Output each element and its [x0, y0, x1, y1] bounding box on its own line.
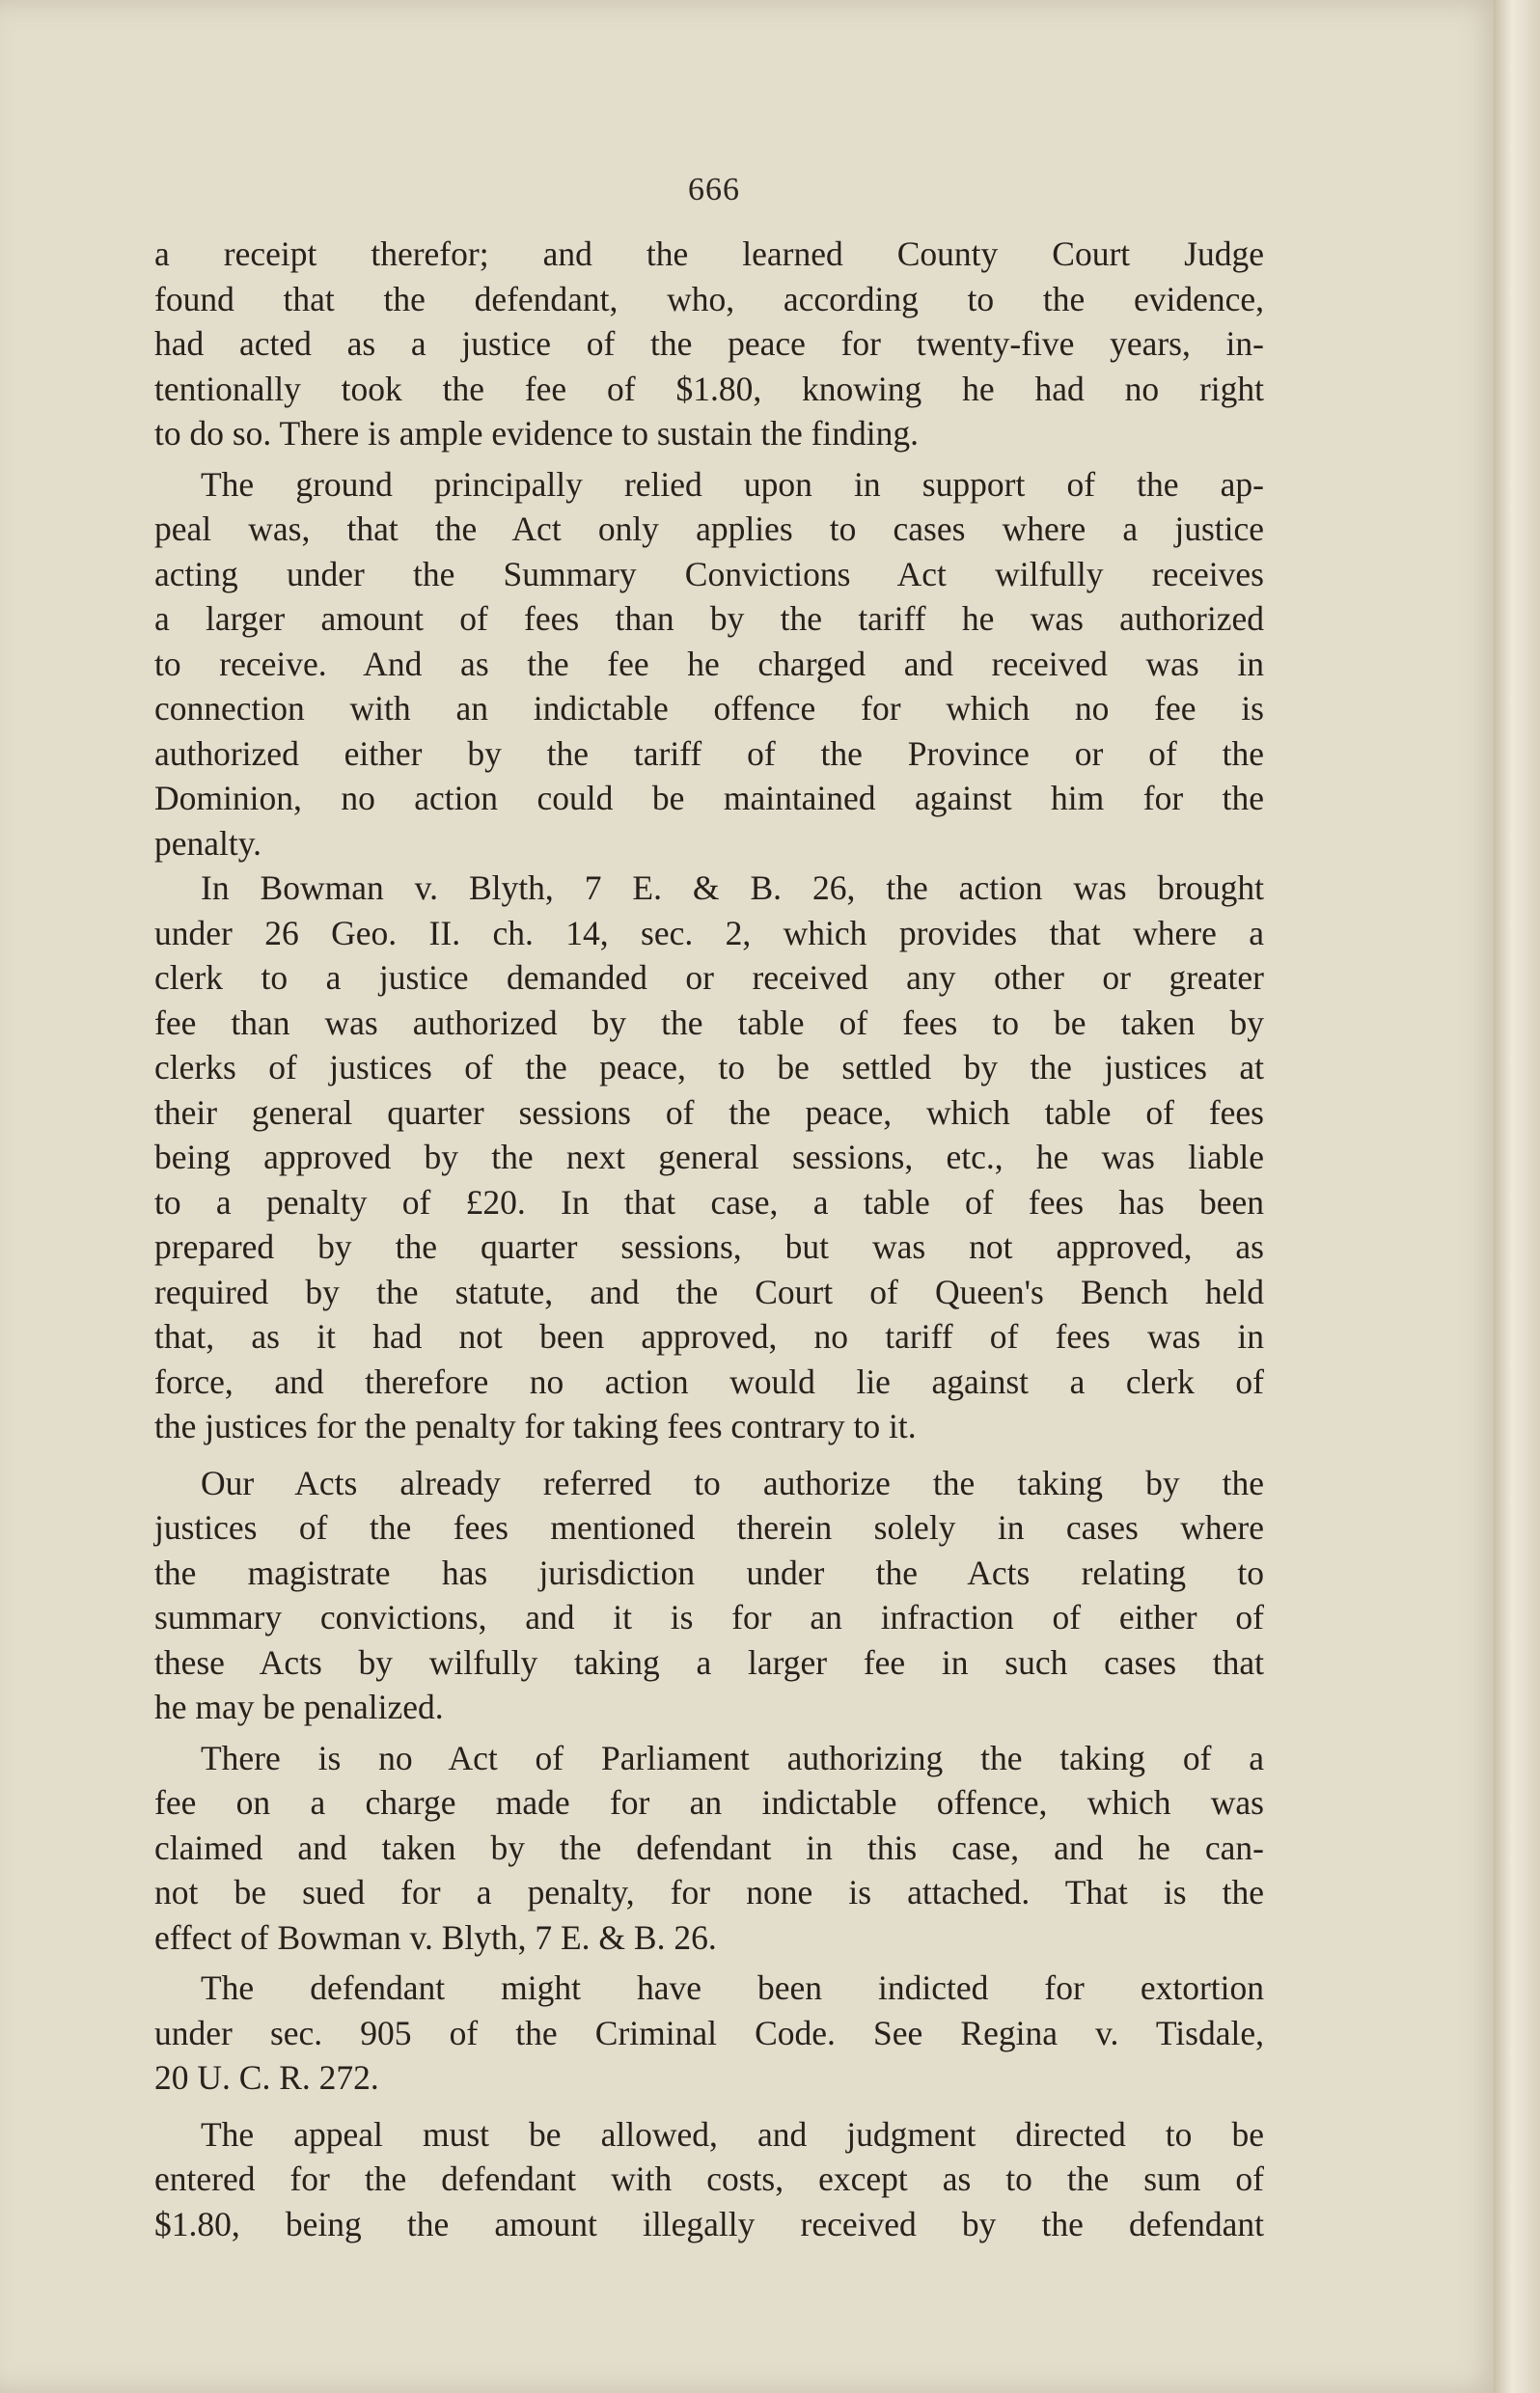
text-line: $1.80, being the amount illegally received by the defendant — [154, 2204, 1264, 2243]
paragraph-6 — [154, 1966, 1264, 2101]
text-line: The defendant might have been indicted for extortion — [201, 1968, 1264, 2007]
text-line: fee than was authorized by the table of fees to be taken by — [154, 1003, 1264, 1042]
text-line: There is no Act of Parliament authorizing the taking of a — [201, 1738, 1264, 1777]
text-line: prepared by the quarter sessions, but was not approved, as — [154, 1227, 1264, 1266]
text-line: being approved by the next general sessions, etc., he was liable — [154, 1138, 1264, 1176]
text-line: force, and therefore no action would lie against a clerk of — [154, 1362, 1264, 1401]
text-line: Dominion, no action could be maintained against him for the — [154, 779, 1264, 817]
text-line: peal was, that the Act only applies to cases where a justice — [154, 509, 1264, 548]
text-line: clerk to a justice demanded or received any other or greater — [154, 958, 1264, 997]
paragraph-2 — [154, 462, 1264, 866]
text-line: clerks of justices of the peace, to be settled by the justices at — [154, 1048, 1264, 1086]
text-line: entered for the defendant with costs, except as to the sum of — [154, 2159, 1264, 2198]
page-number: 666 — [688, 172, 740, 207]
text-line: these Acts by wilfully taking a larger fee in such cases that — [154, 1642, 1264, 1682]
text-line: 20 U. C. R. 272. — [154, 2058, 379, 2097]
text-line: Our Acts already referred to authorize the taking by the — [201, 1463, 1264, 1502]
text-line: justices of the fees mentioned therein solely in cases where — [154, 1508, 1264, 1547]
text-line: effect of Bowman v. Blyth, 7 E. & B. 26. — [154, 1917, 717, 1957]
paragraph-3 — [154, 866, 1264, 1449]
text-line: not be sued for a penalty, for none is attached. That is the — [154, 1873, 1264, 1912]
text-line: under sec. 905 of the Criminal Code. See Regina v. Tisdale, — [154, 2013, 1264, 2052]
text-line: summary convictions, and it is for an infraction of either of — [154, 1598, 1264, 1637]
text-line: acting under the Summary Convictions Act wilfully receives — [154, 554, 1264, 593]
text-line: a receipt therefor; and the learned County Court Judge — [154, 234, 1264, 273]
text-line: found that the defendant, who, according to the evidence, — [154, 279, 1264, 318]
paragraph-7 — [154, 2112, 1264, 2247]
text-line: connection with an indictable offence for which no fee is — [154, 689, 1264, 728]
text-line: claimed and taken by the defendant in this case, and he can- — [154, 1828, 1264, 1867]
text-line: to receive. And as the fee he charged and received was in — [154, 644, 1264, 683]
text-line: penalty. — [154, 823, 262, 863]
text-line: authorized either by the tariff of the Province or of the — [154, 733, 1264, 773]
paragraph-5 — [154, 1736, 1264, 1961]
text-line: to a penalty of £20. In that case, a table of fees has been — [154, 1182, 1264, 1222]
text-line: he may be penalized. — [154, 1688, 444, 1726]
text-line: The appeal must be allowed, and judgment directed to be — [201, 2114, 1264, 2154]
text-line: In Bowman v. Blyth, 7 E. & B. 26, the action was brought — [201, 868, 1264, 907]
text-line: a larger amount of fees than by the tariff he was authorized — [154, 599, 1264, 638]
text-line: required by the statute, and the Court of Queen's Bench held — [154, 1272, 1264, 1311]
text-line: under 26 Geo. II. ch. 14, sec. 2, which provides that where a — [154, 913, 1264, 952]
page-gutter — [1494, 0, 1540, 2393]
paragraph-4 — [154, 1461, 1264, 1730]
text-line: the magistrate has jurisdiction under the Acts relating to — [154, 1553, 1264, 1592]
body-text — [154, 232, 1264, 2246]
text-line: to do so. There is ample evidence to sustain the finding. — [154, 414, 920, 453]
text-line: that, as it had not been approved, no tariff of fees was in — [154, 1317, 1264, 1356]
text-line: fee on a charge made for an indictable offence, which was — [154, 1783, 1264, 1822]
text-line: the justices for the penalty for taking fees contrary to it. — [154, 1407, 917, 1445]
text-line: tentionally took the fee of $1.80, knowing he had no right — [154, 369, 1264, 408]
text-line: their general quarter sessions of the peace, which table of fees — [154, 1092, 1264, 1132]
paragraph-1 — [154, 232, 1264, 456]
text-line: had acted as a justice of the peace for twenty-five years, in- — [154, 324, 1264, 363]
text-line: The ground principally relied upon in support of the ap- — [201, 464, 1264, 504]
